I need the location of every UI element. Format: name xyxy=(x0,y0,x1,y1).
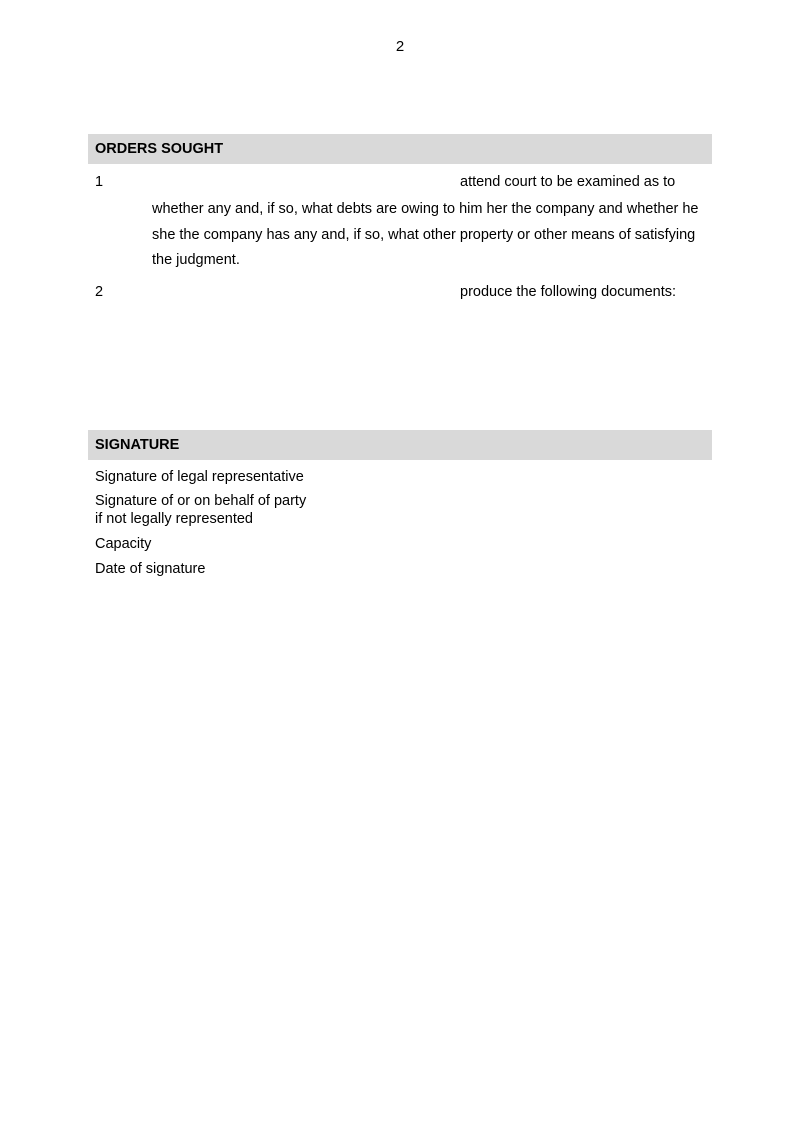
signature-header: SIGNATURE xyxy=(88,430,712,460)
capacity-label: Capacity xyxy=(95,536,152,552)
order-item-1 xyxy=(95,172,705,272)
order-number: 2 xyxy=(95,284,104,300)
page-number: 2 xyxy=(395,38,405,55)
order-continuation-text: whether any and, if so, what debts are owing to him her the company and whether he she the company has any and, if so, what other property or other means of satisfying the judgment. xyxy=(152,201,699,268)
order-item-2 xyxy=(95,282,705,306)
party-signature-sublabel: if not legally represented xyxy=(95,511,253,527)
orders-sought-header: ORDERS SOUGHT xyxy=(88,134,712,164)
party-signature-label: Signature of or on behalf of party xyxy=(95,493,307,509)
order-number: 1 xyxy=(95,174,104,190)
order-lead-text: attend court to be examined as to xyxy=(460,174,676,190)
signature-date-label: Date of signature xyxy=(95,561,206,577)
order-lead-text: produce the following documents: xyxy=(460,284,677,300)
legal-representative-signature-label: Signature of legal representative xyxy=(95,469,304,485)
